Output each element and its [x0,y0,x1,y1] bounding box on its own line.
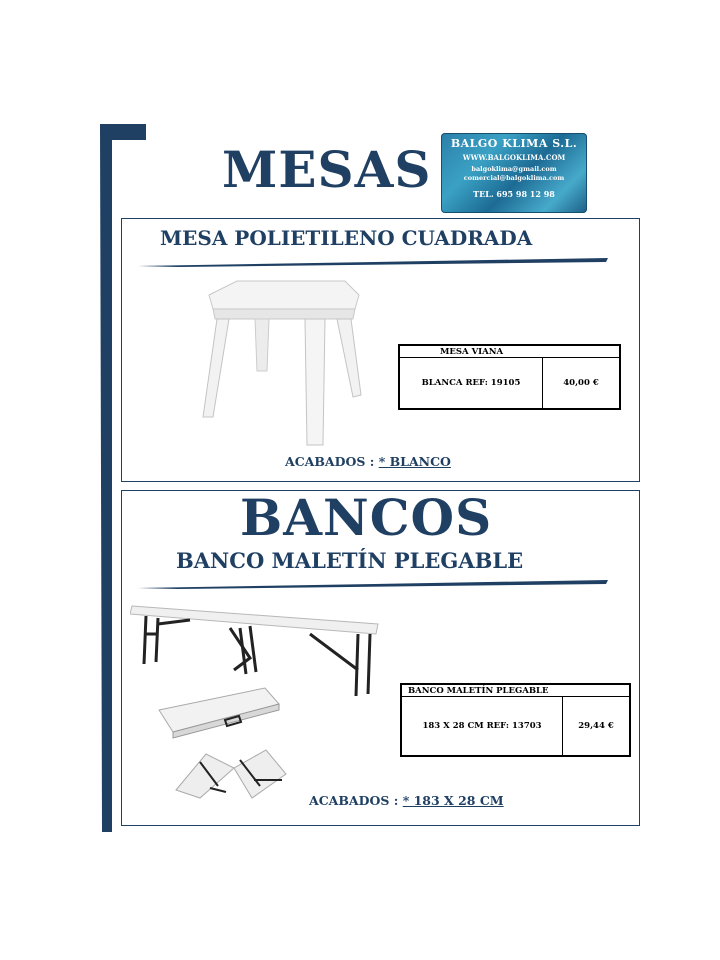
logo-email-1: balgoklima@gmail.com [471,165,557,173]
mesa-finishes [285,454,451,469]
mesa-table-description: BLANCA REF: 19105 [400,358,543,409]
mesa-title-underline [138,256,608,268]
logo-website: WWW.BALGOKLIMA.COM [462,153,566,162]
logo-phone: TEL. 695 98 12 98 [473,189,555,199]
banco-price-table [401,684,630,756]
banco-folded-image [155,684,283,740]
banco-finishes-label: ACABADOS : [309,793,399,808]
logo-email-2: comercial@balgoklima.com [463,174,565,182]
banco-table-header: BANCO MALETÍN PLEGABLE [402,685,630,697]
company-logo [441,133,587,213]
banco-product-title: BANCO MALETÍN PLEGABLE [176,548,524,573]
mesa-finishes-value: * BLANCO [378,454,451,469]
banco-finishes-value: * 183 X 28 CM [402,793,504,808]
page-title: MESAS [222,140,432,199]
banco-table-description: 183 X 28 CM REF: 13703 [402,697,563,756]
mesa-table-header: MESA VIANA [400,346,620,358]
mesa-table-price: 40,00 € [543,358,620,409]
banco-title-underline [138,578,608,590]
mesa-price-table [399,345,620,409]
bancos-title: BANCOS [240,488,493,547]
mesa-image [195,275,365,450]
mesa-product-title: MESA POLIETILENO CUADRADA [160,226,533,250]
banco-folding-image [170,740,290,800]
logo-company-name: BALGO KLIMA S.L. [450,137,578,150]
banco-table-price: 29,44 € [563,697,630,756]
banco-finishes [309,793,504,808]
mesa-finishes-label: ACABADOS : [285,454,375,469]
